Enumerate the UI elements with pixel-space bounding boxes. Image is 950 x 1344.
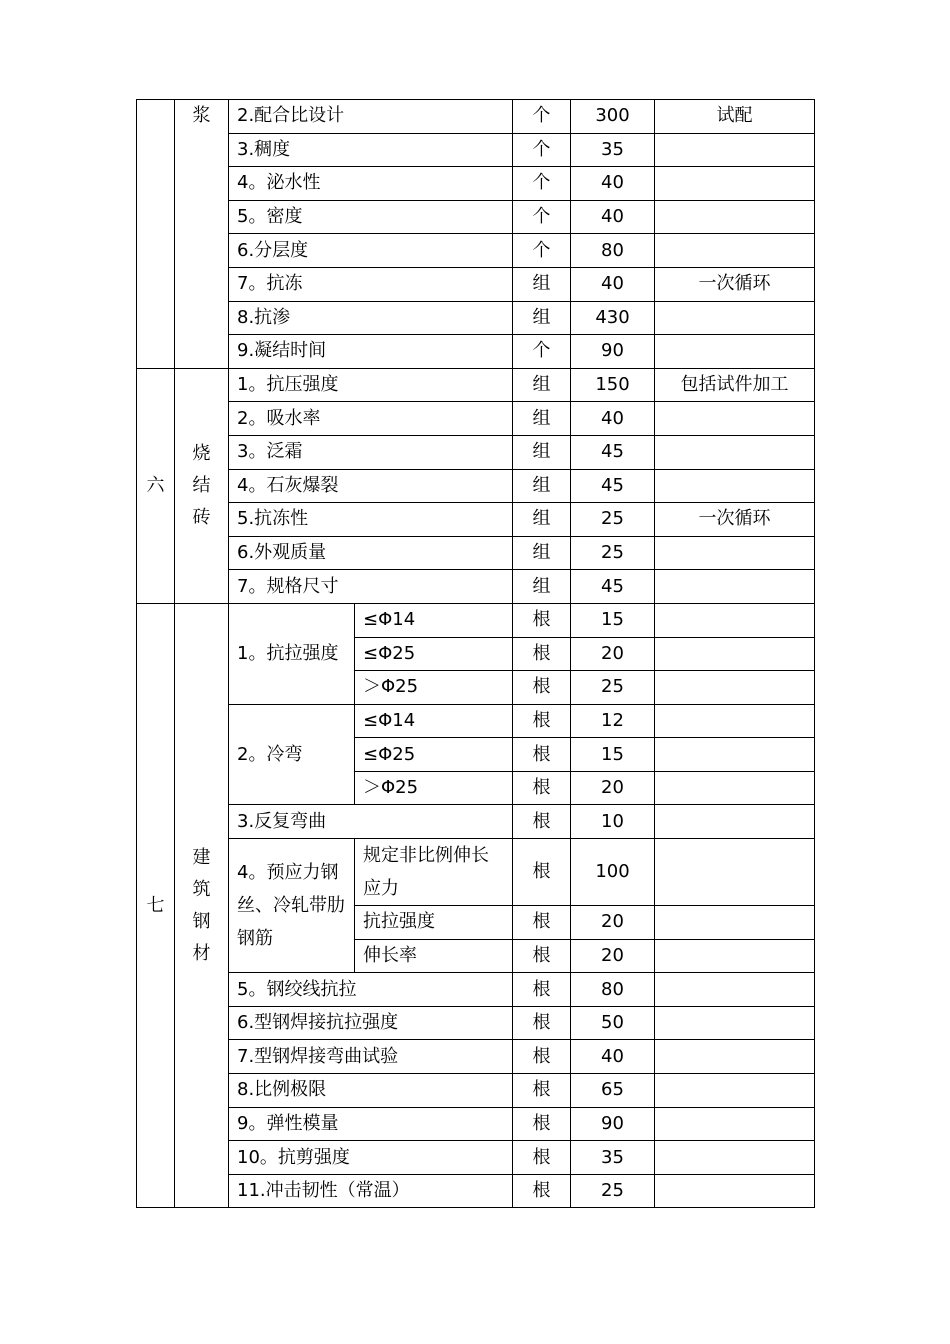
- fee: 20: [571, 637, 655, 671]
- spec: ≤Φ25: [355, 738, 513, 772]
- material-char: 钢: [192, 910, 211, 932]
- note: [655, 1141, 815, 1175]
- fee: 40: [571, 167, 655, 201]
- spec: ≤Φ14: [355, 704, 513, 738]
- fee: 430: [571, 301, 655, 335]
- spec-line: 应力: [363, 878, 399, 900]
- item-name: 8.抗渗: [229, 301, 513, 335]
- unit: 组: [513, 368, 571, 402]
- item-name: 7。规格尺寸: [229, 570, 513, 604]
- unit: 根: [513, 1107, 571, 1141]
- item-name: 11.冲击韧性（常温）: [229, 1174, 513, 1208]
- table-row: [137, 335, 815, 369]
- section-number: 七: [137, 603, 175, 1208]
- table-row: [137, 973, 815, 1007]
- note: [655, 906, 815, 940]
- table-row: [137, 267, 815, 301]
- note: [655, 973, 815, 1007]
- item-name: 3.稠度: [229, 133, 513, 167]
- item-name: 7。抗冻: [229, 267, 513, 301]
- spec: ≤Φ14: [355, 603, 513, 637]
- fee: 20: [571, 939, 655, 973]
- table-row: [137, 469, 815, 503]
- fee: 150: [571, 368, 655, 402]
- spec: 抗拉强度: [355, 906, 513, 940]
- material-name: [175, 603, 229, 1208]
- item-name: 5。钢绞线抗拉: [229, 973, 513, 1007]
- spec: ＞Φ25: [355, 671, 513, 705]
- fee: 15: [571, 603, 655, 637]
- item-line: 4。预应力钢: [237, 862, 339, 884]
- fee: 10: [571, 805, 655, 839]
- fee: 80: [571, 234, 655, 268]
- item-name: 6.分层度: [229, 234, 513, 268]
- unit: 根: [513, 839, 571, 906]
- table-row: [137, 1040, 815, 1074]
- fee: 20: [571, 906, 655, 940]
- table-row: [137, 1141, 815, 1175]
- item-name: 3.反复弯曲: [229, 805, 513, 839]
- unit: 组: [513, 536, 571, 570]
- table-row: [137, 839, 815, 906]
- unit: 根: [513, 1141, 571, 1175]
- material-char: 材: [192, 942, 211, 964]
- unit: 根: [513, 637, 571, 671]
- item-name: 6.外观质量: [229, 536, 513, 570]
- spec-line: 规定非比例伸长: [363, 845, 489, 867]
- table-row: [137, 1174, 815, 1208]
- note: [655, 771, 815, 805]
- spec: [355, 839, 513, 906]
- fee: 25: [571, 503, 655, 537]
- fee: 90: [571, 1107, 655, 1141]
- item-name: 2.配合比设计: [229, 100, 513, 134]
- item-name: 7.型钢焊接弯曲试验: [229, 1040, 513, 1074]
- fee: 15: [571, 738, 655, 772]
- note: [655, 738, 815, 772]
- unit: 根: [513, 805, 571, 839]
- fee: 25: [571, 536, 655, 570]
- note: [655, 167, 815, 201]
- item-name: 1。抗压强度: [229, 368, 513, 402]
- unit: 根: [513, 738, 571, 772]
- table-row: [137, 805, 815, 839]
- material-name: [175, 368, 229, 603]
- item-line: 钢筋: [237, 928, 273, 950]
- table-row: [137, 234, 815, 268]
- fee: 65: [571, 1074, 655, 1108]
- unit: 根: [513, 1040, 571, 1074]
- material-char: 结: [192, 474, 211, 496]
- item-name: 9。弹性模量: [229, 1107, 513, 1141]
- unit: 组: [513, 570, 571, 604]
- fee: 40: [571, 267, 655, 301]
- note: [655, 603, 815, 637]
- note: 一次循环: [655, 267, 815, 301]
- note: [655, 839, 815, 906]
- table-row: [137, 402, 815, 436]
- item-name: 3。泛霜: [229, 435, 513, 469]
- note: [655, 1006, 815, 1040]
- note: [655, 435, 815, 469]
- fee: 100: [571, 839, 655, 906]
- note: [655, 335, 815, 369]
- note: [655, 570, 815, 604]
- unit: 组: [513, 301, 571, 335]
- material-char: 砖: [192, 506, 211, 528]
- unit: 根: [513, 1174, 571, 1208]
- note: [655, 469, 815, 503]
- note: [655, 234, 815, 268]
- fee: 35: [571, 133, 655, 167]
- unit: 根: [513, 906, 571, 940]
- table-row: [137, 570, 815, 604]
- unit: 个: [513, 100, 571, 134]
- unit: 根: [513, 1074, 571, 1108]
- fee: 35: [571, 1141, 655, 1175]
- table-row: [137, 503, 815, 537]
- table-row: [137, 200, 815, 234]
- fee: 40: [571, 200, 655, 234]
- fee: 45: [571, 435, 655, 469]
- unit: 组: [513, 469, 571, 503]
- fee: 45: [571, 570, 655, 604]
- unit: 个: [513, 200, 571, 234]
- fee: 40: [571, 1040, 655, 1074]
- section-number: [137, 100, 175, 369]
- item-name: 5.抗冻性: [229, 503, 513, 537]
- item-name: 9.凝结时间: [229, 335, 513, 369]
- fee: 80: [571, 973, 655, 1007]
- unit: 组: [513, 503, 571, 537]
- table-row: [137, 1006, 815, 1040]
- fee: 25: [571, 1174, 655, 1208]
- table-row: [137, 435, 815, 469]
- note: 一次循环: [655, 503, 815, 537]
- unit: 根: [513, 671, 571, 705]
- table-row: [137, 603, 815, 637]
- spec: 伸长率: [355, 939, 513, 973]
- note: [655, 402, 815, 436]
- unit: 根: [513, 771, 571, 805]
- table-row: [137, 301, 815, 335]
- note: [655, 133, 815, 167]
- spec: ＞Φ25: [355, 771, 513, 805]
- unit: 个: [513, 335, 571, 369]
- item-name: 2。吸水率: [229, 402, 513, 436]
- item-name: 5。密度: [229, 200, 513, 234]
- material-name: 浆: [175, 100, 229, 369]
- item-name: 2。冷弯: [229, 704, 355, 805]
- section-number: 六: [137, 368, 175, 603]
- item-name: 4。石灰爆裂: [229, 469, 513, 503]
- material-char: 建: [192, 846, 211, 868]
- note: [655, 536, 815, 570]
- unit: 根: [513, 704, 571, 738]
- fee: 25: [571, 671, 655, 705]
- unit: 根: [513, 973, 571, 1007]
- note: [655, 1040, 815, 1074]
- item-name: [229, 839, 355, 973]
- unit: 根: [513, 1006, 571, 1040]
- note: [655, 671, 815, 705]
- unit: 根: [513, 939, 571, 973]
- unit: 组: [513, 435, 571, 469]
- table-row: [137, 100, 815, 134]
- note: [655, 637, 815, 671]
- material-char: 烧: [192, 442, 211, 464]
- item-name: 10。抗剪强度: [229, 1141, 513, 1175]
- note: [655, 200, 815, 234]
- unit: 组: [513, 267, 571, 301]
- spec: ≤Φ25: [355, 637, 513, 671]
- fee: 50: [571, 1006, 655, 1040]
- note: [655, 704, 815, 738]
- fee: 12: [571, 704, 655, 738]
- item-line: 丝、冷轧带肋: [237, 895, 345, 917]
- table-row: [137, 368, 815, 402]
- fee: 40: [571, 402, 655, 436]
- unit: 个: [513, 133, 571, 167]
- fee-table: [136, 99, 815, 1208]
- table-row: [137, 536, 815, 570]
- fee: 45: [571, 469, 655, 503]
- material-char: 筑: [192, 878, 211, 900]
- note: [655, 1107, 815, 1141]
- table-row: [137, 704, 815, 738]
- note: [655, 1174, 815, 1208]
- fee: 20: [571, 771, 655, 805]
- note: [655, 1074, 815, 1108]
- unit: 根: [513, 603, 571, 637]
- unit: 个: [513, 234, 571, 268]
- note: [655, 805, 815, 839]
- unit: 组: [513, 402, 571, 436]
- note: 包括试件加工: [655, 368, 815, 402]
- unit: 个: [513, 167, 571, 201]
- item-name: 4。泌水性: [229, 167, 513, 201]
- fee: 300: [571, 100, 655, 134]
- table-row: [137, 1107, 815, 1141]
- item-name: 8.比例极限: [229, 1074, 513, 1108]
- note: [655, 939, 815, 973]
- item-name: 6.型钢焊接抗拉强度: [229, 1006, 513, 1040]
- table-row: [137, 1074, 815, 1108]
- item-name: 1。抗拉强度: [229, 603, 355, 704]
- table-row: [137, 167, 815, 201]
- note: 试配: [655, 100, 815, 134]
- fee: 90: [571, 335, 655, 369]
- note: [655, 301, 815, 335]
- table-row: [137, 133, 815, 167]
